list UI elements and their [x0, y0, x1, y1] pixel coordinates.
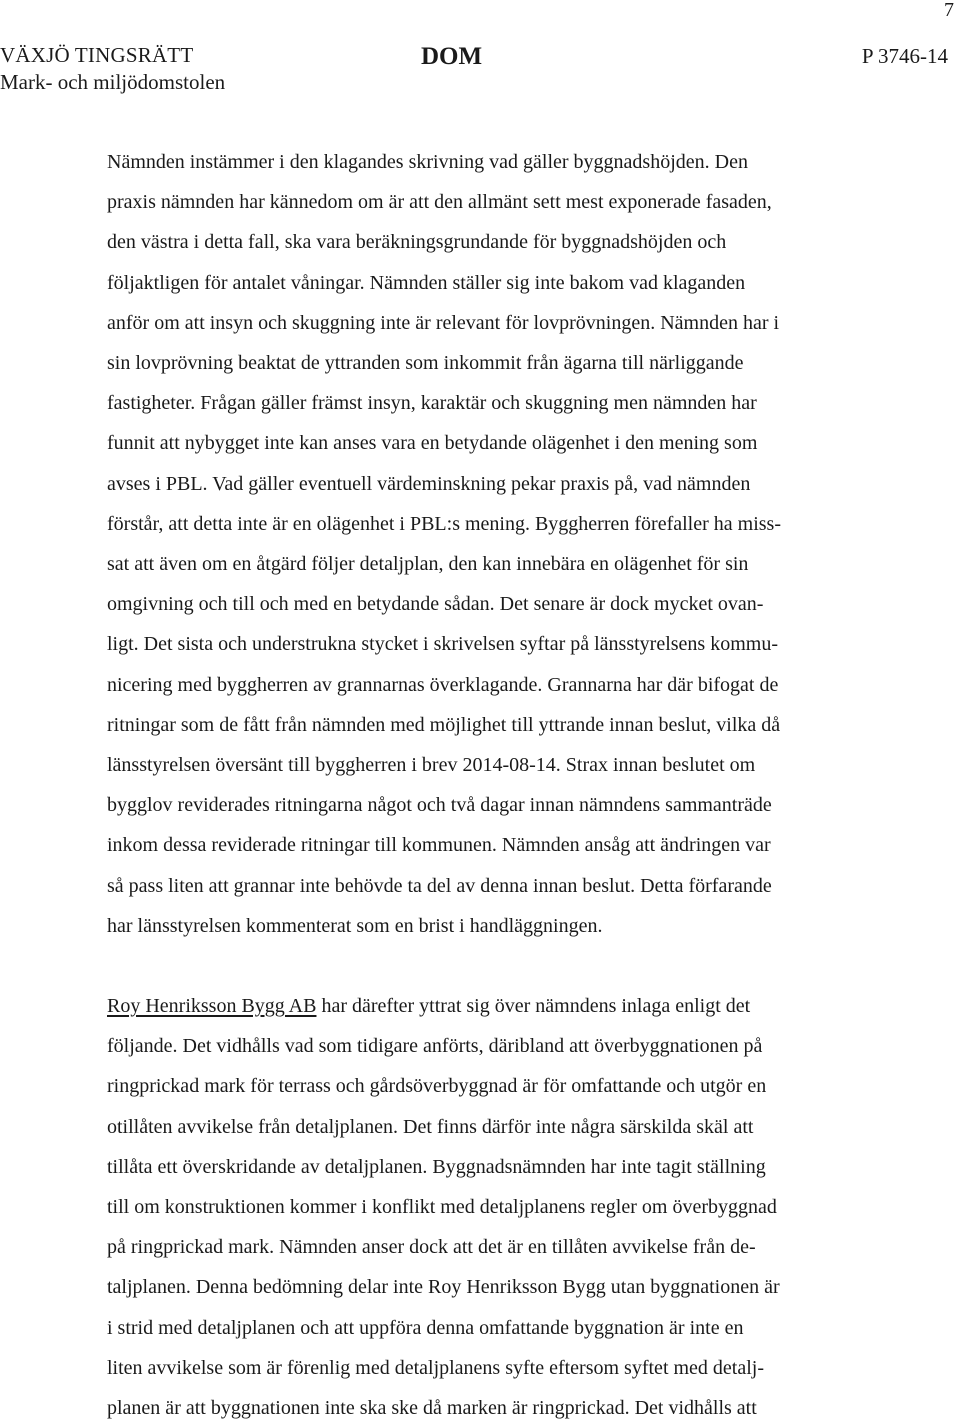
text-line: avses i PBL. Vad gäller eventuell värdeminskning pekar praxis på, vad nämnden — [107, 472, 751, 495]
text-line: följande. Det vidhålls vad som tidigare anförts, däribland att överbyggnationen på — [107, 1035, 763, 1058]
text-line: den västra i detta fall, ska vara beräkningsgrundande för byggnadshöjden och — [107, 231, 727, 254]
paragraph-builder-response — [107, 986, 897, 1428]
document-body — [107, 142, 897, 1428]
text-line: ligt. Det sista och understrukna stycket i skrivelsen syftar på länsstyrelsens kommu- — [107, 633, 778, 656]
text-line-rest: har därefter yttrat sig över nämndens inlaga enligt det — [316, 995, 751, 1018]
page-number: 7 — [944, 0, 954, 21]
text-line: har länsstyrelsen kommenterat som en brist i handläggningen. — [107, 914, 603, 937]
text-line: funnit att nybygget inte kan anses vara en betydande olägenhet i den mening som — [107, 432, 758, 455]
text-line: på ringprickad mark. Nämnden anser dock att det är en tillåten avvikelse från de- — [107, 1236, 756, 1259]
case-number: P 3746-14 — [861, 44, 948, 68]
text-line: ritningar som de fått från nämnden med möjlighet till yttrande innan beslut, vilka då — [107, 713, 781, 736]
party-name-underlined: Roy Henriksson Bygg AB — [107, 995, 317, 1018]
paragraph-municipal-board — [107, 142, 897, 946]
text-line: inkom dessa reviderade ritningar till kommunen. Nämnden ansåg att ändringen var — [107, 834, 771, 857]
document-type: DOM — [421, 43, 483, 70]
text-line: sat att även om en åtgärd följer detaljplan, den kan innebära en olägenhet för sin — [107, 553, 749, 576]
text-line: förstår, att detta inte är en olägenhet i PBL:s mening. Byggherren förefaller ha miss- — [107, 512, 781, 535]
court-name: VÄXJÖ TINGSRÄTT — [0, 43, 194, 67]
court-division: Mark- och miljödomstolen — [0, 70, 226, 94]
text-line: liten avvikelse som är förenlig med detaljplanens syfte eftersom syftet med detalj- — [107, 1356, 765, 1379]
text-line: i strid med detaljplanen och att uppföra denna omfattande byggnation är inte en — [107, 1316, 744, 1339]
text-line: länsstyrelsen översänt till byggherren i brev 2014-08-14. Strax innan beslutet om — [107, 754, 756, 777]
text-line: Nämnden instämmer i den klagandes skrivning vad gäller byggnadshöjden. Den — [107, 151, 748, 173]
document-header — [0, 42, 960, 102]
text-line: fastigheter. Frågan gäller främst insyn, karaktär och skuggning men nämnden har — [107, 392, 757, 415]
text-line: bygglov reviderades ritningarna något och två dagar innan nämndens sammanträde — [107, 794, 772, 817]
text-line: praxis nämnden har kännedom om är att den allmänt sett mest exponerade fasaden, — [107, 191, 772, 214]
text-line: otillåten avvikelse från detaljplanen. Det finns därför inte några särskilda skäl att — [107, 1115, 754, 1138]
text-line: omgivning och till och med en betydande sådan. Det senare är dock mycket ovan- — [107, 593, 764, 616]
text-line: till om konstruktionen kommer i konflikt med detaljplanens regler om överbyggnad — [107, 1196, 777, 1219]
text-line: ringprickad mark för terrass och gårdsöverbyggnad är för omfattande och utgör en — [107, 1075, 767, 1098]
text-line: taljplanen. Denna bedömning delar inte Roy Henriksson Bygg utan byggnationen är — [107, 1276, 780, 1299]
text-line: nicering med byggherren av grannarnas överklagande. Grannarna har där bifogat de — [107, 673, 779, 696]
text-line: så pass liten att grannar inte behövde ta del av denna innan beslut. Detta förfarande — [107, 874, 772, 897]
paragraph-spacer — [107, 946, 897, 986]
text-line: planen är att byggnationen inte ska ske då marken är ringprickad. Det vidhålls att — [107, 1397, 757, 1420]
text-line — [107, 986, 897, 1026]
text-line: följaktligen för antalet våningar. Nämnden ställer sig inte bakom vad klaganden — [107, 271, 746, 294]
text-line: sin lovprövning beaktat de yttranden som inkommit från ägarna till närliggande — [107, 352, 744, 375]
text-line: tillåta ett överskridande av detaljplanen. Byggnadsnämnden har inte tagit ställning — [107, 1155, 766, 1178]
text-line: anför om att insyn och skuggning inte är relevant för lovprövningen. Nämnden har i — [107, 311, 780, 334]
